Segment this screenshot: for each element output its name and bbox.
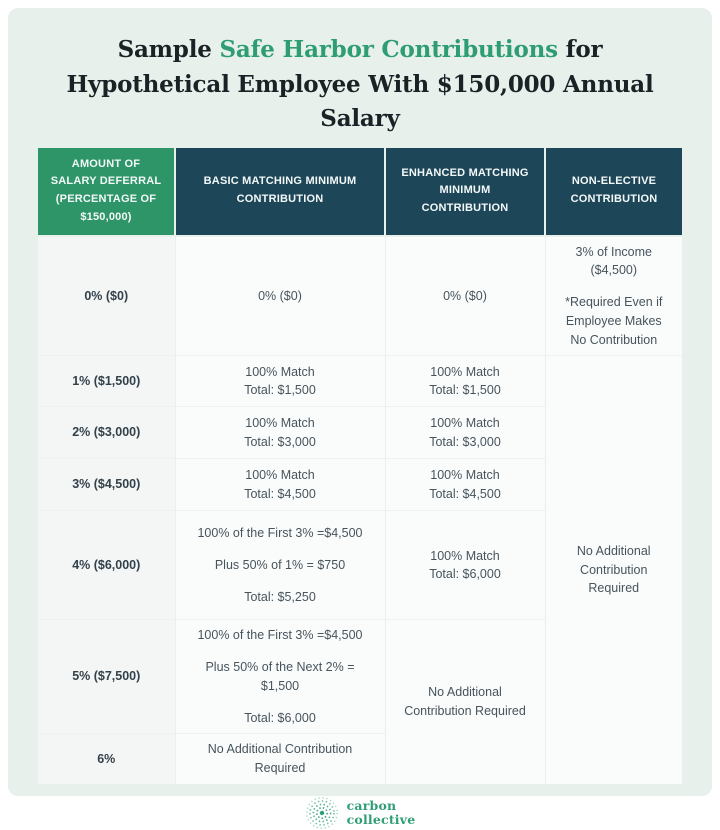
brand-wordmark <box>347 799 416 827</box>
cell-text: 100% of the First 3% =$4,500 <box>197 526 363 541</box>
carbon-collective-mandala-icon <box>305 796 339 830</box>
basic-cell <box>175 236 385 356</box>
enhanced-cell <box>385 511 545 620</box>
cell-text: 0% ($0) <box>258 288 302 303</box>
cell-text: 100% Match <box>245 364 315 379</box>
cell-text: 100% of the First 3% =$4,500 <box>197 628 363 643</box>
basic-cell <box>175 407 385 459</box>
enhanced-cell <box>385 407 545 459</box>
deferral-cell: 5% ($7,500) <box>38 620 175 734</box>
cell-text: Total: $6,000 <box>244 710 316 725</box>
header-cell-deferral: AMOUNT OF SALARY DEFERRAL (PERCENTAGE OF $150,000) <box>38 148 175 236</box>
cell-footnote: *Required Even if Employee Makes No Contribution <box>565 295 663 347</box>
cell-text: Total: $1,500 <box>244 383 316 398</box>
cell-text: Total: $4,500 <box>429 486 501 501</box>
title-highlight: Safe Harbor Contributions <box>219 36 558 63</box>
table-header-row <box>38 148 682 236</box>
contributions-table <box>38 148 682 784</box>
brand-logo <box>8 796 712 830</box>
deferral-cell: 2% ($3,000) <box>38 407 175 459</box>
deferral-cell: 6% <box>38 734 175 784</box>
deferral-cell: 4% ($6,000) <box>38 511 175 620</box>
basic-cell <box>175 356 385 407</box>
cell-text: 100% Match <box>430 416 500 430</box>
cell-text: 100% Match <box>430 548 500 563</box>
non-elective-cell <box>545 236 682 356</box>
enhanced-merged-cell: No Additional Contribution Required <box>385 620 545 784</box>
cell-text: 3% of Income ($4,500) <box>575 244 652 278</box>
deferral-cell: 1% ($1,500) <box>38 356 175 407</box>
header-cell-enhanced-matching: ENHANCED MATCHING MINIMUM CONTRIBUTION <box>385 148 545 236</box>
cell-text: Total: $5,250 <box>244 589 316 604</box>
basic-cell <box>175 734 385 784</box>
cell-text: 100% Match <box>430 468 500 482</box>
cell-text: Total: $3,000 <box>429 434 501 449</box>
deferral-cell: 3% ($4,500) <box>38 459 175 511</box>
cell-text: Plus 50% of 1% = $750 <box>214 557 346 572</box>
non-elective-merged-cell: No Additional Contribution Required <box>545 356 682 784</box>
enhanced-cell <box>385 356 545 407</box>
cell-text: No Additional Contribution Required <box>207 742 353 775</box>
title-post: for Hypothetical Employee With $150,000 Annual Salary <box>66 36 654 132</box>
cell-text: 0% ($0) <box>443 288 487 303</box>
enhanced-cell <box>385 459 545 511</box>
basic-cell <box>175 459 385 511</box>
cell-text: 100% Match <box>245 416 315 430</box>
cell-text: Total: $3,000 <box>244 434 316 449</box>
enhanced-cell <box>385 236 545 356</box>
header-cell-basic-matching: BASIC MATCHING MINIMUM CONTRIBUTION <box>175 148 385 236</box>
cell-text: 100% Match <box>430 364 500 379</box>
brand-line-1: carbon <box>346 797 397 813</box>
cell-text: Total: $1,500 <box>429 383 501 398</box>
table-row <box>38 236 682 356</box>
cell-text: Total: $6,000 <box>429 567 501 582</box>
basic-cell <box>175 511 385 620</box>
deferral-cell: 0% ($0) <box>38 236 175 356</box>
page-title <box>45 33 675 137</box>
cell-text: 100% Match <box>245 468 315 482</box>
cell-text: Plus 50% of the Next 2% = $1,500 <box>205 660 355 693</box>
brand-line-2: collective <box>346 811 416 827</box>
cell-text: Total: $4,500 <box>244 486 316 501</box>
infographic-panel <box>8 8 712 827</box>
table-row <box>38 356 682 407</box>
title-pre: Sample <box>117 36 220 63</box>
basic-cell <box>175 620 385 734</box>
header-cell-non-elective: NON-ELECTIVE CONTRIBUTION <box>545 148 682 236</box>
